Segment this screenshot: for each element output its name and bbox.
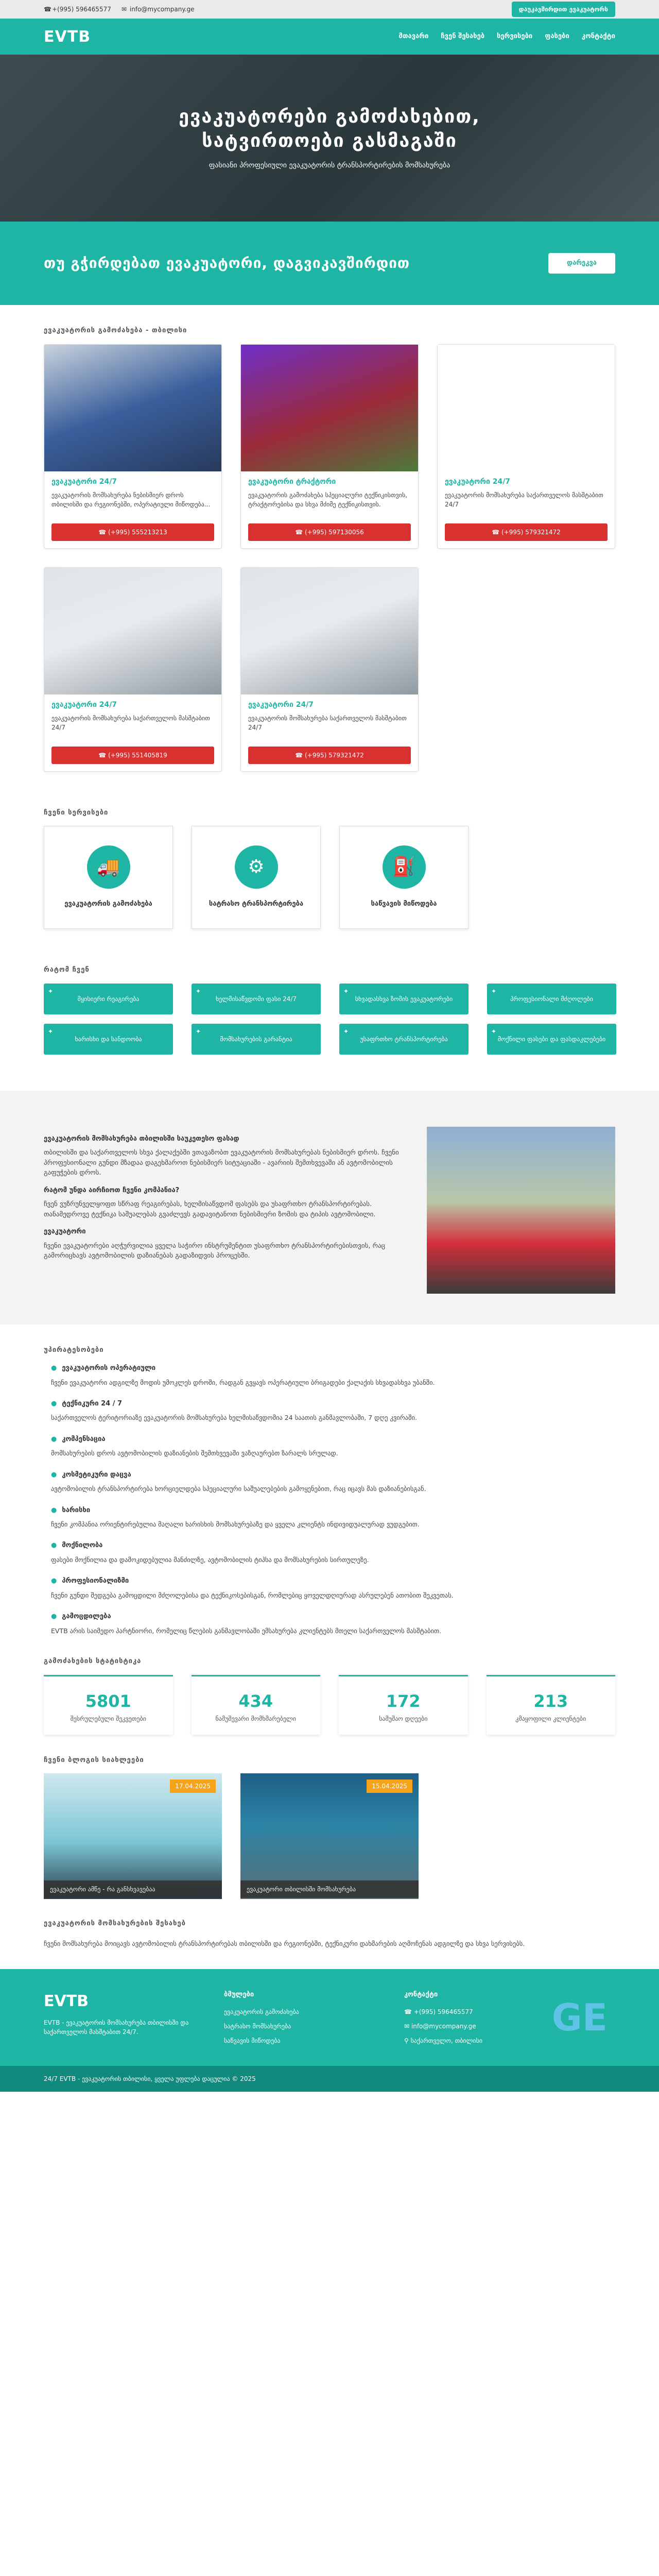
why-item-label: ხარისხი და სანდოობა bbox=[75, 1035, 142, 1043]
topbar-cta-button[interactable]: დაუკავშირდით ევაკუატორს bbox=[512, 2, 615, 17]
topbar-phone[interactable]: +(995) 596465577 bbox=[52, 6, 111, 13]
services-text: ჩვენი მომსახურება მოიცავს ავტომობილის ტრანსპორტირებას თბილისში და რეგიონებში, ტექნიკური დახმარების აღმოჩენას ადგილზე და სხვა სერვისებს. bbox=[44, 1939, 525, 1947]
footer-link[interactable]: საწვავის მიწოდება bbox=[224, 2037, 281, 2044]
footer-address-text: საქართველო, თბილისი bbox=[410, 2037, 482, 2044]
ge-watermark-logo: GE bbox=[551, 1995, 608, 2039]
services-text-title: ევაკუატორის მომსახურების შესახებ bbox=[44, 1920, 186, 1927]
wheel-icon: ⚙ bbox=[235, 845, 278, 889]
service-cards bbox=[44, 344, 615, 772]
footer-address bbox=[404, 2036, 559, 2045]
why-item bbox=[487, 984, 616, 1014]
about-subtitle: ევაკუატორი bbox=[44, 1228, 86, 1235]
about-paragraph: ჩვენ ვუზრუნველყოფთ სწრაფ რეაგირებას, ხელმისაწვდომ ფასებს და უსაფრთხო ტრანსპორტირებას. თანამედროვე ტექნიკა საშუალებას გვაძლევს გადავიტანოთ ნებისმიერი ზომის და ტიპის ავტომობილი. bbox=[44, 1200, 376, 1218]
footer bbox=[0, 1969, 659, 2066]
advantage-text: ფასები მოქნილია და დამოკიდებულია მანძილზე, ავტომობილის ტიპსა და მომსახურების სირთულეზე. bbox=[51, 1555, 369, 1564]
stat-box bbox=[339, 1675, 468, 1735]
site-logo[interactable]: EVTB bbox=[44, 27, 91, 46]
card-image bbox=[241, 568, 418, 694]
card-image bbox=[44, 568, 221, 694]
mail-icon: ✉ bbox=[121, 6, 127, 13]
advantage-item bbox=[44, 1434, 615, 1459]
stat-value: 172 bbox=[386, 1691, 421, 1711]
advantage-item bbox=[44, 1612, 615, 1636]
card-text: ევაკუატორის მომსახურება საქართველოს მასშტაბით 24/7 bbox=[51, 714, 210, 731]
footer-about: EVTB - ევაკუატორის მომსახურება თბილისში და საქართველოს მასშტაბით 24/7. bbox=[44, 2019, 189, 2036]
about-section bbox=[0, 1091, 659, 1325]
fuel-icon: ⛽ bbox=[383, 845, 426, 889]
card-title[interactable]: ევაკუატორი ტრაქტორი bbox=[248, 477, 336, 486]
news-headline[interactable]: ევაკუატორი თბილისში მომსახურება bbox=[240, 1880, 419, 1898]
stat-value: 213 bbox=[533, 1691, 568, 1711]
advantage-title: ● ხარისხი bbox=[51, 1505, 615, 1516]
service-card bbox=[437, 344, 615, 549]
advantage-title: ● ტექნიკური 24 / 7 bbox=[51, 1399, 615, 1409]
card-title[interactable]: ევაკუატორი 24/7 bbox=[51, 477, 117, 486]
advantage-text: ჩვენი ევაკუატორი ადგილზე მოდის უმოკლეს დროში, რადგან გვყავს ოპერატიული ბრიგადები ქალაქის სხვადასხვა უბანში. bbox=[51, 1378, 435, 1386]
stat-value: 5801 bbox=[85, 1691, 131, 1711]
card-text: ევაკუატორის გამოძახება სპეციალური ტექნიკისთვის, ტრაქტორებისა და სხვა მძიმე ტექნიკისთვის. bbox=[248, 491, 408, 508]
truck-icon: 🚚 bbox=[87, 845, 130, 889]
why-item bbox=[487, 1024, 616, 1055]
footer-phone-number[interactable]: +(995) 596465577 bbox=[413, 2008, 473, 2015]
advantage-title: ● პროფესიონალიზმი bbox=[51, 1576, 615, 1586]
stats-title: გამოძახების სტატისტიკა bbox=[44, 1657, 142, 1665]
service-card bbox=[44, 567, 222, 772]
news-date: 15.04.2025 bbox=[367, 1780, 412, 1793]
card-text: ევაკუატორის მომსახურება ნებისმიერ დროს თბილისში და რეგიონებში, ოპერატიული მიწოდება... bbox=[51, 491, 211, 508]
stat-value: 434 bbox=[238, 1691, 273, 1711]
advantages-title: უპირატესობები bbox=[44, 1346, 104, 1354]
why-item bbox=[44, 984, 173, 1014]
advantage-text: ჩვენი გუნდი შედგება გამოცდილი მძღოლებისა და ტექნიკოსებისგან, რომლებიც ყოველდღიურად ასრულებენ ათობით შეკვეთას. bbox=[51, 1591, 454, 1599]
navbar bbox=[0, 19, 659, 55]
news-card[interactable] bbox=[240, 1773, 419, 1898]
about-question: რატომ უნდა აირჩიოთ ჩვენი კომპანია? bbox=[44, 1186, 180, 1194]
about-paragraph: ჩვენი ევაკუატორები აღჭურვილია ყველა საჭირო ინსტრუმენტით უსაფრთხო ტრანსპორტირებისთვის, რაც გამორიცხავს ავტომობილის დაზიანებას გადაზიდვის პროცესში. bbox=[44, 1242, 386, 1260]
why-grid bbox=[44, 984, 615, 1055]
advantage-item bbox=[44, 1505, 615, 1530]
topbar-email[interactable]: info@mycompany.ge bbox=[129, 6, 195, 13]
nav-item-contact[interactable]: კონტაქტი bbox=[581, 32, 615, 41]
card-call-button[interactable]: ☎ (+995) 555213213 bbox=[51, 523, 214, 541]
stat-box bbox=[44, 1675, 173, 1735]
why-item bbox=[339, 984, 469, 1014]
banner-title: თუ გჭირდებათ ევაკუატორი, დაგვიკავშირდით bbox=[44, 255, 410, 272]
mail-icon: ✉ bbox=[404, 2022, 411, 2030]
news-card[interactable] bbox=[44, 1773, 222, 1898]
service-label: საწვავის მიწოდება bbox=[371, 900, 437, 908]
feature-icon: ✦ bbox=[343, 987, 349, 995]
card-call-number[interactable]: (+995) 579321472 bbox=[304, 751, 364, 759]
footer-link[interactable]: სატრასო მომსახურება bbox=[224, 2022, 291, 2030]
why-section-title: რატომ ჩვენ bbox=[44, 966, 90, 974]
news-row bbox=[44, 1773, 615, 1898]
advantage-text: საქართველოს ტერიტორიაზე ევაკუატორის მომსახურება ხელმისაწვდომია 24 საათის განმავლობაში, 7 დღე კვირაში. bbox=[51, 1414, 417, 1422]
service-card bbox=[44, 344, 222, 549]
advantage-title: ● კოსმეტიკური დაცვა bbox=[51, 1470, 615, 1480]
footer-link[interactable]: ევაკუატორის გამოძახება bbox=[224, 2008, 299, 2015]
card-call-number[interactable]: (+995) 551405819 bbox=[108, 751, 167, 759]
advantage-title: ● კომპენსაცია bbox=[51, 1434, 615, 1445]
advantage-item bbox=[44, 1470, 615, 1494]
why-item-label: მოქნილი ფასები და ფასდაკლებები bbox=[497, 1035, 606, 1043]
hero-title: ევაკუატორები გამოძახებით, სატვირთოები გასმაგაში bbox=[179, 106, 480, 151]
hero-subtitle: ფასიანი პროფესიული ევაკუატორის ტრანსპორტირების მომსახურება bbox=[209, 161, 450, 170]
stat-label: შესრულებული შეკვეთები bbox=[70, 1715, 146, 1722]
why-item-label: მომსახურების გარანტია bbox=[220, 1035, 292, 1043]
card-text: ევაკუატორის მომსახურება საქართველოს მასშტაბით 24/7 bbox=[445, 491, 603, 508]
stat-label: კმაყოფილი კლიენტები bbox=[515, 1715, 586, 1722]
card-title[interactable]: ევაკუატორი 24/7 bbox=[248, 700, 314, 709]
phone-icon: ☎ bbox=[44, 6, 51, 13]
about-title: ევაკუატორის მომსახურება თბილისში საუკეთესო ფასად bbox=[44, 1134, 239, 1143]
card-call-number[interactable]: (+995) 597130056 bbox=[304, 528, 364, 536]
feature-icon: ✦ bbox=[196, 1027, 201, 1035]
stat-box bbox=[487, 1675, 616, 1735]
service-card bbox=[240, 567, 419, 772]
card-call-button[interactable]: ☎ (+995) 579321472 bbox=[445, 523, 608, 541]
why-item-label: პროფესიონალი მძღოლები bbox=[510, 995, 593, 1003]
advantage-text: EVTB არის საიმედო პარტნიორი, რომელიც წლების განმავლობაში ემსახურება კლიენტებს მთელი საქართველოს მასშტაბით. bbox=[51, 1626, 441, 1635]
why-item bbox=[192, 984, 321, 1014]
advantage-title: ● ევაკუატორის ოპერატიული bbox=[51, 1363, 615, 1374]
nav-item-about[interactable]: ჩვენ შესახებ bbox=[441, 32, 485, 41]
service-box[interactable] bbox=[339, 826, 469, 929]
advantage-text: ჩვენი კომპანია ორიენტირებულია მაღალი ხარისხის მომსახურებაზე და ყველა კლიენტს ინდივიდუალურად ვუდგებით. bbox=[51, 1520, 420, 1528]
footer-contact-title: კონტაქტი bbox=[404, 1991, 438, 1999]
card-text: ევაკუატორის მომსახურება საქართველოს მასშტაბით 24/7 bbox=[248, 714, 407, 731]
card-call-button[interactable]: ☎ (+995) 597130056 bbox=[248, 523, 411, 541]
service-card bbox=[240, 344, 419, 549]
about-paragraph: თბილისში და საქართველოს სხვა ქალაქებში ვთავაზობთ ევაკუატორის მომსახურებას ნებისმიერ დროს. ჩვენი პროფესიონალი გუნდი მზადაა დაგეხმაროთ ნებისმიერ სიტუაციაში - ავარიის შემთხვევაში ან ავტომობილის გაფუჭების დროს. bbox=[44, 1149, 399, 1177]
nav-item-services[interactable]: სერვისები bbox=[497, 32, 533, 41]
advantage-title: ● გამოცდილება bbox=[51, 1612, 615, 1622]
service-label: ევაკუატორის გამოძახება bbox=[64, 900, 152, 908]
cards-section-title: ევაკუატორის გამოძახება - თბილისი bbox=[44, 327, 187, 334]
feature-icon: ✦ bbox=[343, 1027, 349, 1035]
why-item-label: მყისიერი რეაგირება bbox=[77, 995, 140, 1003]
footer-phone[interactable] bbox=[404, 2007, 559, 2016]
feature-icon: ✦ bbox=[48, 1027, 54, 1035]
why-item-label: უსაფრთხო ტრანსპორტირება bbox=[360, 1035, 448, 1043]
stat-label: სამუშაო დღეები bbox=[379, 1715, 428, 1722]
card-call-button[interactable]: ☎ (+995) 579321472 bbox=[248, 747, 411, 764]
advantage-item bbox=[44, 1363, 615, 1387]
advantage-item bbox=[44, 1576, 615, 1600]
advantages-section bbox=[44, 1345, 615, 1949]
card-title[interactable]: ევაკუატორი 24/7 bbox=[51, 700, 117, 709]
why-item bbox=[44, 1024, 173, 1055]
service-label: სატრასო ტრანსპორტირება bbox=[209, 900, 304, 908]
advantage-text: ავტომობილის ტრანსპორტირება ხორციელდება სპეციალური საშუალებების გამოყენებით, რაც იცავს მას დაზიანებისგან. bbox=[51, 1485, 426, 1493]
nav-item-home[interactable]: მთავარი bbox=[398, 32, 429, 41]
stats-row bbox=[44, 1675, 615, 1735]
advantage-text: მომსახურების დროს ავტომობილის დაზიანების შემთხვევაში ვაზღაურებთ ზარალს სრულად. bbox=[51, 1449, 338, 1458]
news-title: ჩვენი ბლოგის სიახლეები bbox=[44, 1756, 144, 1764]
why-item-label: სხვადასხვა ზომის ევაკუატორები bbox=[355, 995, 453, 1003]
about-photo bbox=[427, 1127, 615, 1294]
service-box[interactable] bbox=[192, 826, 321, 929]
topbar bbox=[0, 0, 659, 19]
location-icon: ⚲ bbox=[404, 2037, 411, 2044]
why-item-label: ხელმისაწვდომი ფასი 24/7 bbox=[215, 995, 297, 1003]
card-image-placeholder bbox=[438, 345, 615, 471]
news-date: 17.04.2025 bbox=[170, 1780, 216, 1793]
banner-call-button[interactable]: დარეკვა bbox=[548, 253, 615, 274]
feature-icon: ✦ bbox=[196, 987, 201, 995]
footer-links-title: ბმულები bbox=[224, 1991, 254, 1999]
phone-icon: ☎ bbox=[404, 2008, 414, 2015]
advantage-item bbox=[44, 1399, 615, 1423]
nav-menu bbox=[398, 31, 615, 42]
feature-icon: ✦ bbox=[48, 987, 54, 995]
stat-box bbox=[192, 1675, 321, 1735]
stat-label: ნამუშევარი მომხმარებელი bbox=[215, 1715, 297, 1722]
services-row bbox=[44, 826, 615, 929]
why-item bbox=[339, 1024, 469, 1055]
copyright-bar bbox=[0, 2066, 659, 2092]
card-image bbox=[44, 345, 221, 471]
feature-icon: ✦ bbox=[491, 987, 497, 995]
footer-email-address[interactable]: info@mycompany.ge bbox=[411, 2022, 476, 2030]
card-call-number[interactable]: (+995) 579321472 bbox=[501, 528, 561, 536]
copyright-text: 24/7 EVTB - ევაკუატორის თბილისი, ყველა უფლება დაცულია © 2025 bbox=[44, 2075, 256, 2082]
nav-item-prices[interactable]: ფასები bbox=[545, 32, 569, 41]
phone-text[interactable] bbox=[44, 5, 111, 14]
feature-icon: ✦ bbox=[491, 1027, 497, 1035]
services-section-title: ჩვენი სერვისები bbox=[44, 808, 109, 817]
advantage-title: ● მოქნილობა bbox=[51, 1540, 615, 1551]
card-call-number[interactable]: (+995) 555213213 bbox=[108, 528, 167, 536]
service-box[interactable] bbox=[44, 826, 173, 929]
footer-logo[interactable]: EVTB bbox=[44, 1992, 89, 2011]
news-headline[interactable]: ევაკუატორი ამწე - რა განსხვავებაა bbox=[44, 1880, 222, 1898]
card-call-button[interactable]: ☎ (+995) 551405819 bbox=[51, 747, 214, 764]
advantage-item bbox=[44, 1540, 615, 1565]
cta-banner bbox=[0, 222, 659, 305]
email-text[interactable] bbox=[122, 5, 195, 14]
footer-email[interactable] bbox=[404, 2022, 559, 2031]
hero-section bbox=[0, 55, 659, 222]
card-title[interactable]: ევაკუატორი 24/7 bbox=[445, 477, 511, 486]
card-image bbox=[241, 345, 418, 471]
why-item bbox=[192, 1024, 321, 1055]
